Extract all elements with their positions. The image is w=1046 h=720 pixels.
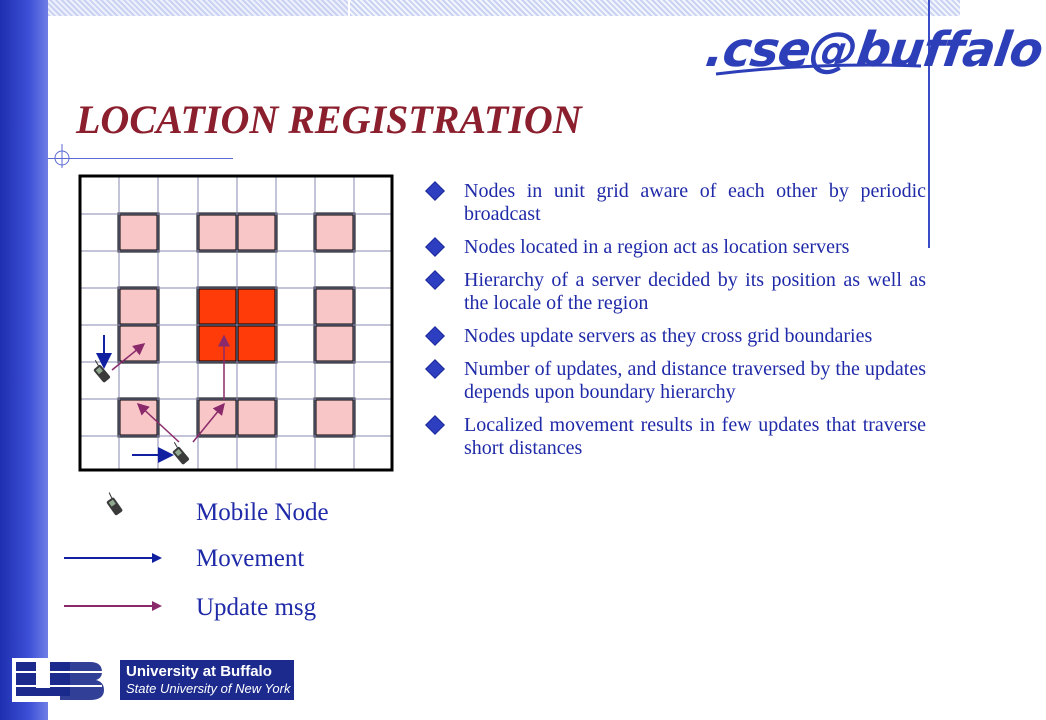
server-region xyxy=(315,399,354,436)
server-region xyxy=(315,288,354,325)
mobile-phone-icon xyxy=(96,494,124,524)
server-region xyxy=(198,399,237,436)
university-logo xyxy=(10,656,290,704)
core-region-cell xyxy=(237,325,276,362)
ub-monogram-icon xyxy=(10,656,106,704)
bullet-item: Number of updates, and distance traversed by the updates depends upon boundary hierarchy xyxy=(426,358,926,404)
top-left-hatch-band xyxy=(48,0,348,16)
legend-movement-label: Movement xyxy=(196,545,305,572)
bullet-item: Localized movement results in few updates that traverse short distances xyxy=(426,414,926,460)
bullet-item: Nodes located in a region act as location servers xyxy=(426,236,926,259)
core-region-cell xyxy=(198,288,237,325)
bullet-item: Nodes in unit grid aware of each other by periodic broadcast xyxy=(426,180,926,226)
server-region xyxy=(119,288,158,325)
bullet-item: Nodes update servers as they cross grid boundaries xyxy=(426,325,926,348)
server-region xyxy=(119,214,158,251)
legend-update-msg-label: Update msg xyxy=(196,594,317,621)
mobile-phone-icon xyxy=(168,442,190,465)
diamond-bullet-icon xyxy=(425,270,445,290)
cse-buffalo-brand xyxy=(702,14,1046,88)
diamond-bullet-icon xyxy=(425,326,445,346)
crosshair-icon xyxy=(52,144,72,168)
brand-text: .cse@buffalo xyxy=(702,22,1046,78)
university-wordmark: University at Buffalo State University of New York xyxy=(120,660,294,700)
server-region xyxy=(237,399,276,436)
legend-update-arrow xyxy=(64,600,164,612)
server-region xyxy=(237,214,276,251)
core-region-cell xyxy=(237,288,276,325)
server-region xyxy=(315,214,354,251)
mobile-phone-icon xyxy=(89,360,111,383)
server-region xyxy=(198,214,237,251)
left-accent-bar xyxy=(0,0,48,720)
legend-movement-arrow xyxy=(64,552,164,564)
server-region xyxy=(119,325,158,362)
brand-swoosh-icon xyxy=(706,60,926,80)
server-region xyxy=(315,325,354,362)
core-region-cell xyxy=(198,325,237,362)
location-grid-diagram xyxy=(76,172,396,472)
legend-mobile-node-label: Mobile Node xyxy=(196,499,329,526)
bullet-list xyxy=(426,180,926,470)
bullet-item: Hierarchy of a server decided by its position as well as the locale of the region xyxy=(426,269,926,315)
slide-title: LOCATION REGISTRATION xyxy=(76,97,582,142)
title-underline xyxy=(48,158,233,159)
diamond-bullet-icon xyxy=(425,181,445,201)
diamond-bullet-icon xyxy=(425,359,445,379)
diamond-bullet-icon xyxy=(425,237,445,257)
diamond-bullet-icon xyxy=(425,415,445,435)
